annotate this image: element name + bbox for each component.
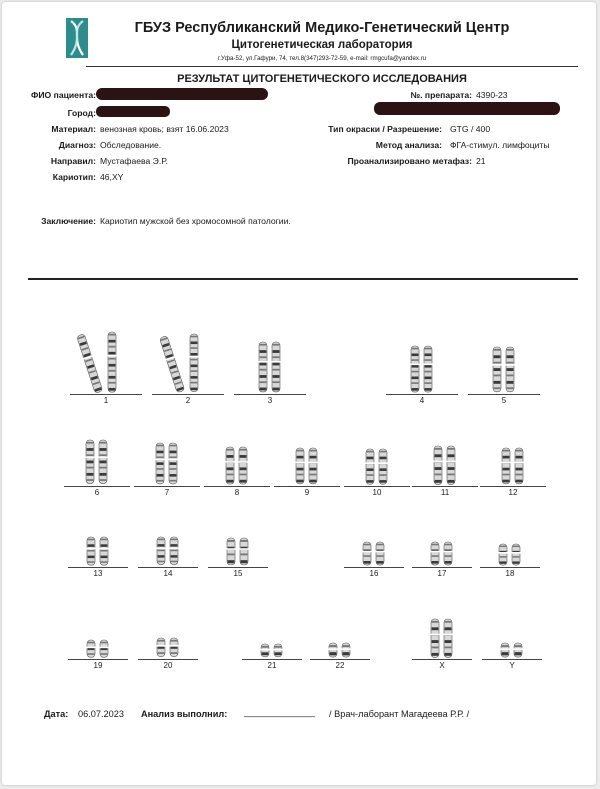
org-name: ГБУЗ Республиканский Медико-Генетический Центр xyxy=(134,20,510,36)
patient-name-label: ФИО пациента: xyxy=(31,90,96,100)
chromosome-pair-11 xyxy=(432,446,458,484)
chromosome-baseline xyxy=(152,394,224,395)
chromosome-pair-14 xyxy=(155,537,181,565)
chromosome-baseline xyxy=(468,394,540,395)
chromosome-baseline xyxy=(386,394,458,395)
stain-value: GTG / 400 xyxy=(450,124,491,134)
date-value: 06.07.2023 xyxy=(78,709,124,719)
chromosome-label-X: X xyxy=(439,661,445,670)
diagnosis-label: Диагноз: xyxy=(58,140,96,150)
chromosome-baseline xyxy=(412,659,472,660)
chromosome-label-11: 11 xyxy=(440,488,450,497)
chromosome-pair-10 xyxy=(364,449,390,484)
city-label: Город: xyxy=(67,108,96,118)
chromosome-baseline xyxy=(68,659,128,660)
chromosome-label-1: 1 xyxy=(103,396,109,405)
chromosome-label-16: 16 xyxy=(369,569,379,578)
signature-line: _______________ xyxy=(244,707,315,717)
chromosome-pair-6 xyxy=(84,440,110,484)
chromosome-label-21: 21 xyxy=(267,661,277,670)
chromosome-pair-20 xyxy=(155,638,181,657)
chromosome-pair-19 xyxy=(85,640,111,657)
method-value: ФГА-стимул. лимфоциты xyxy=(450,140,550,150)
chromosome-pair-Y xyxy=(499,643,525,657)
chromosome-pair-21 xyxy=(259,644,285,657)
chromosome-label-10: 10 xyxy=(372,488,382,497)
karyotype-value: 46,XY xyxy=(100,172,124,182)
date-label: Дата: xyxy=(44,709,69,719)
chromosome-pair-7 xyxy=(154,443,180,484)
chromosome-baseline xyxy=(204,486,270,487)
material-value: венозная кровь; взят 16.06.2023 xyxy=(100,124,229,134)
chromosome-pair-16 xyxy=(361,542,387,565)
karyogram-divider xyxy=(28,278,578,280)
chromosome-pair-13 xyxy=(85,537,111,565)
karyotype-label: Кариотип: xyxy=(52,172,96,182)
chromosome-pair-8 xyxy=(224,447,250,484)
conclusion-label: Заключение: xyxy=(41,216,96,226)
prep-no-value: 4390-23 xyxy=(476,90,508,100)
chromosome-label-5: 5 xyxy=(501,396,507,405)
chromosome-pair-9 xyxy=(294,448,320,484)
redacted-patient-name xyxy=(96,88,268,100)
address: г.Уфа-52, ул.Гафури, 74, тел.8(347)293-72-59, e-mail: rmgcufa@yandex.ru xyxy=(217,55,427,62)
chromosome-pair-18 xyxy=(497,544,523,565)
chromosome-pair-12 xyxy=(500,448,526,484)
chromosome-pair-5 xyxy=(491,347,517,392)
chromosome-baseline xyxy=(138,567,198,568)
chromosome-label-20: 20 xyxy=(163,661,173,670)
chromosome-label-Y: Y xyxy=(509,661,515,670)
chromosome-baseline xyxy=(134,486,200,487)
redacted-city xyxy=(96,106,170,117)
referred-label: Направил: xyxy=(50,156,96,166)
chromosome-label-9: 9 xyxy=(304,488,310,497)
metaphases-value: 21 xyxy=(476,156,486,166)
report-title: РЕЗУЛЬТАТ ЦИТОГЕНЕТИЧЕСКОГО ИССЛЕДОВАНИЯ xyxy=(177,73,467,85)
chromosome-pair-15 xyxy=(225,538,251,565)
chromosome-baseline xyxy=(480,486,546,487)
chromosome-label-6: 6 xyxy=(94,488,100,497)
chromosome-baseline xyxy=(234,394,306,395)
lab-name: Цитогенетическая лаборатория xyxy=(231,39,413,51)
conclusion-text: Кариотип мужской без хромосомной патологии. xyxy=(100,216,291,226)
header-divider xyxy=(86,66,578,67)
chromosome-baseline xyxy=(68,567,128,568)
chromosome-label-22: 22 xyxy=(335,661,345,670)
chromosome-pair-17 xyxy=(429,542,455,565)
chromosome-label-18: 18 xyxy=(505,569,515,578)
stain-label: Тип окраски / Разрешение: xyxy=(328,124,442,134)
chromosome-pair-3 xyxy=(257,342,283,392)
chromosome-label-17: 17 xyxy=(437,569,447,578)
chromosome-pair-2 xyxy=(175,334,201,392)
chromosome-baseline xyxy=(480,567,540,568)
chromosome-baseline xyxy=(344,567,404,568)
chromosome-pair-4 xyxy=(409,346,435,392)
referred-value: Мустафаева Э.Р. xyxy=(100,156,168,166)
chromosome-baseline xyxy=(412,567,472,568)
chromosome-baseline xyxy=(208,567,268,568)
chromosome-label-7: 7 xyxy=(164,488,170,497)
chromosome-baseline xyxy=(70,394,142,395)
dna-logo-icon xyxy=(66,18,88,58)
chromosome-label-8: 8 xyxy=(234,488,240,497)
chromosome-baseline xyxy=(344,486,410,487)
chromosome-baseline xyxy=(412,486,478,487)
chromosome-baseline xyxy=(64,486,130,487)
chromosome-baseline xyxy=(274,486,340,487)
chromosome-baseline xyxy=(310,659,370,660)
method-label: Метод анализа: xyxy=(375,140,442,150)
prep-no-label: №. препарата: xyxy=(410,90,472,100)
chromosome-baseline xyxy=(242,659,302,660)
chromosome-label-14: 14 xyxy=(163,569,173,578)
chromosome-baseline xyxy=(138,659,198,660)
chromosome-label-2: 2 xyxy=(185,396,191,405)
chromosome-label-15: 15 xyxy=(233,569,243,578)
chromosome-baseline xyxy=(482,659,542,660)
redacted-sample-info xyxy=(374,102,560,115)
performer-name: / Врач-лаборант Магадеева Р.Р. / xyxy=(329,709,470,719)
chromosome-label-3: 3 xyxy=(267,396,273,405)
chromosome-pair-X xyxy=(429,619,455,657)
chromosome-label-12: 12 xyxy=(508,488,518,497)
chromosome-label-4: 4 xyxy=(419,396,425,405)
chromosome-pair-1 xyxy=(93,332,119,392)
chromosome-pair-22 xyxy=(327,643,353,657)
material-label: Материал: xyxy=(51,124,96,134)
chromosome-label-13: 13 xyxy=(93,569,103,578)
report-page xyxy=(2,2,596,785)
chromosome-label-19: 19 xyxy=(93,661,103,670)
diagnosis-value: Обследование. xyxy=(100,140,162,150)
metaphases-label: Проанализировано метафаз: xyxy=(347,156,472,166)
performed-label: Анализ выполнил: xyxy=(141,709,228,719)
